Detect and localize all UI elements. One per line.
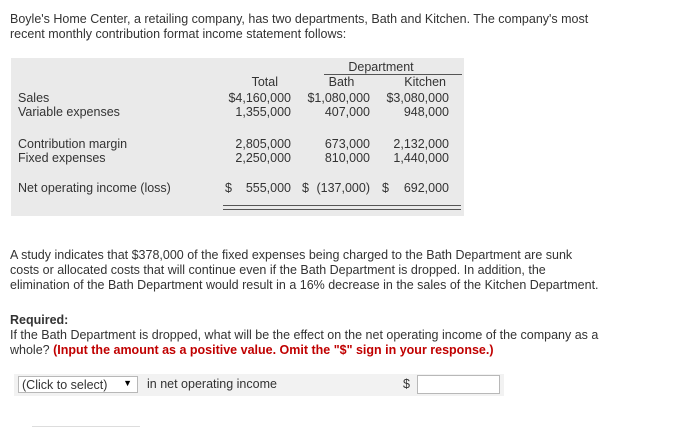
contribution-margin-total: 2,805,000 <box>235 137 291 151</box>
required-heading: Required: <box>10 313 69 327</box>
answer-row <box>14 374 504 396</box>
contribution-margin-kitchen: 2,132,000 <box>393 137 449 151</box>
total-double-underline-bottom <box>223 209 461 210</box>
intro-line: Boyle's Home Center, a retailing company, has two departments, Bath and Kitchen. The company's most <box>10 12 589 26</box>
variable-expenses-bath: 407,000 <box>324 105 370 119</box>
effect-select-value: (Click to select) <box>22 378 108 392</box>
column-header-total: Total <box>251 75 278 89</box>
net-income-kitchen: 692,000 <box>403 181 449 195</box>
row-label-net-operating-income: Net operating income (loss) <box>18 181 171 195</box>
intro-line: recent monthly contribution format income statement follows: <box>10 27 347 41</box>
answer-instruction: (Input the amount as a positive value. Omit the "$" sign in your response.) <box>53 343 494 357</box>
sales-bath: $1,080,000 <box>307 91 370 105</box>
net-income-bath: (137,000) <box>316 181 370 195</box>
net-income-total-dollar: $ <box>225 181 232 195</box>
sales-total: $4,160,000 <box>228 91 291 105</box>
study-paragraph <box>10 248 650 293</box>
contribution-margin-bath: 673,000 <box>324 137 370 151</box>
effect-select-dropdown[interactable] <box>18 376 138 393</box>
row-label-variable-expenses: Variable expenses <box>18 105 120 119</box>
dropdown-arrow-icon: ▼ <box>123 378 132 388</box>
variable-expenses-kitchen: 948,000 <box>403 105 449 119</box>
column-header-kitchen: Kitchen <box>404 75 446 89</box>
dollar-sign: $ <box>403 377 410 391</box>
income-statement <box>11 58 464 216</box>
question-line: If the Bath Department is dropped, what will be the effect on the net operating income of the company as a <box>10 328 599 342</box>
row-label-sales: Sales <box>18 91 50 105</box>
column-header-bath: Bath <box>328 75 355 89</box>
fixed-expenses-kitchen: 1,440,000 <box>393 151 449 165</box>
net-income-bath-dollar: $ <box>302 181 309 195</box>
study-line: costs or allocated costs that will continue even if the Bath Department is dropped. In addition, the <box>10 263 546 277</box>
question-line <box>10 343 650 358</box>
sales-kitchen: $3,080,000 <box>386 91 449 105</box>
total-double-underline-top <box>223 205 461 206</box>
amount-input[interactable] <box>417 375 500 394</box>
row-label-contribution-margin: Contribution margin <box>18 137 128 151</box>
net-income-kitchen-dollar: $ <box>382 181 389 195</box>
department-header: Department <box>348 60 414 74</box>
net-income-label: in net operating income <box>147 377 277 391</box>
study-line: elimination of the Bath Department would result in a 16% decrease in the sales of the Kitchen Department. <box>10 278 599 292</box>
study-line: A study indicates that $378,000 of the fixed expenses being charged to the Bath Department are sunk <box>10 248 573 262</box>
problem-intro <box>10 12 650 42</box>
net-income-total: 555,000 <box>245 181 291 195</box>
required-question <box>10 328 650 358</box>
fixed-expenses-bath: 810,000 <box>324 151 370 165</box>
row-label-fixed-expenses: Fixed expenses <box>18 151 106 165</box>
question-text: whole? <box>10 343 54 357</box>
variable-expenses-total: 1,355,000 <box>235 105 291 119</box>
fixed-expenses-total: 2,250,000 <box>235 151 291 165</box>
divider <box>32 426 140 427</box>
